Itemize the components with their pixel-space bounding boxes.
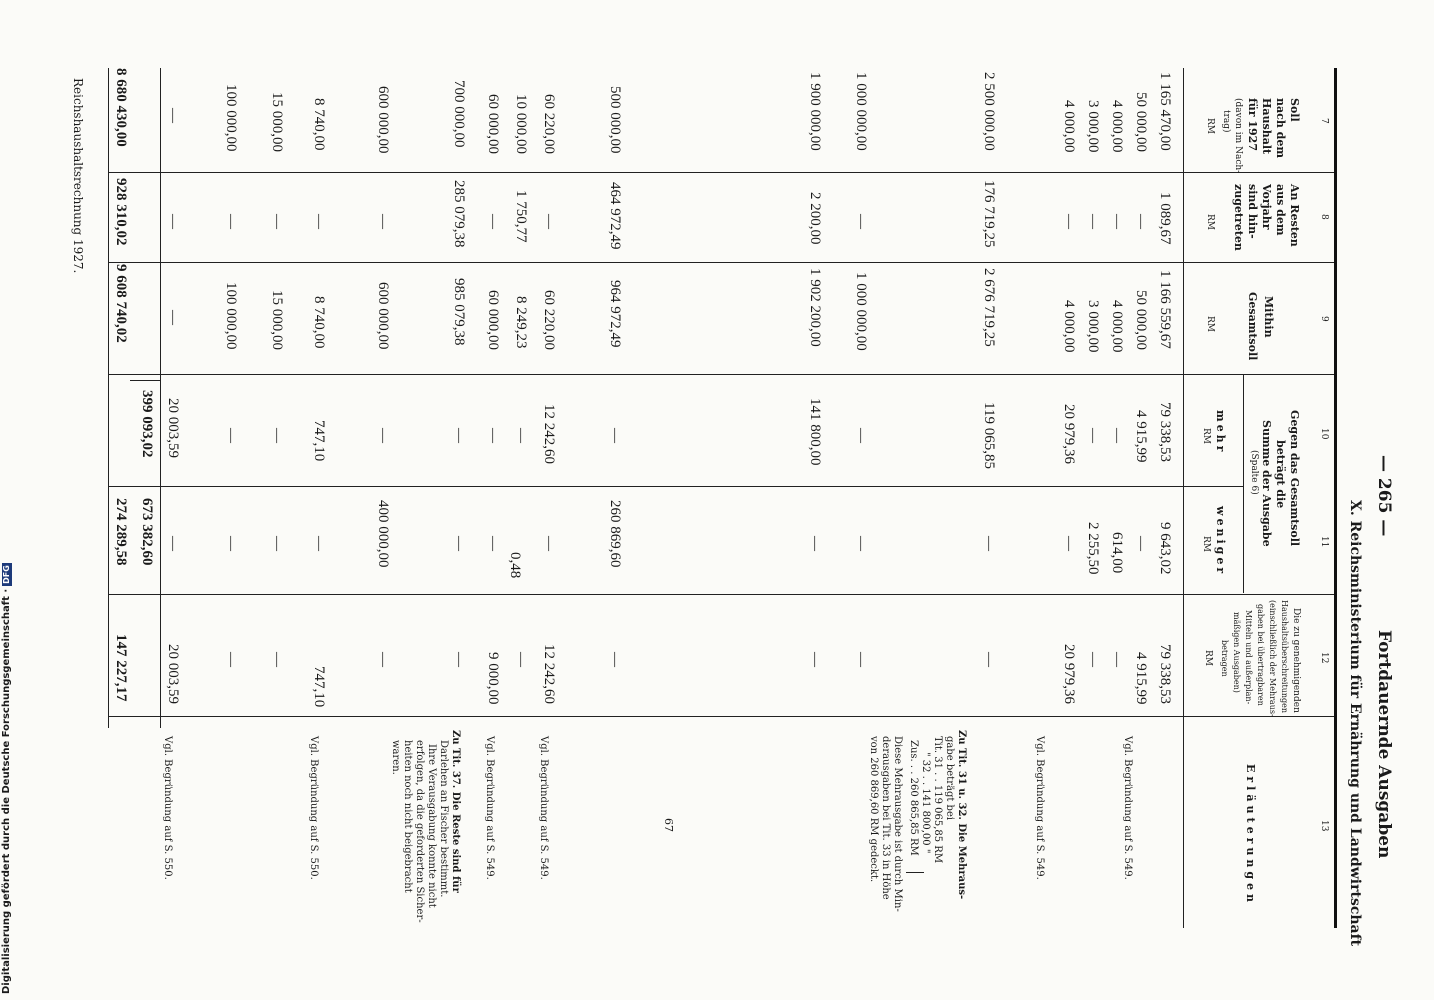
col7-head-4: (davon im Nach- [1233,98,1243,174]
r15-c11: — [269,536,285,551]
r7-c12: — [807,652,823,667]
r12-c13: Zu Tit. 37. Die Reste sind für [450,730,461,893]
col7-head-5: trag) [1221,110,1231,133]
r5-c13: Zu Tit. 31 u. 32. Die Mehraus- [956,730,967,900]
r0-c11: 9 643,02 [1157,522,1173,575]
r14-c10: 747,10 [311,420,327,462]
col12-head-6: betragen [1220,640,1229,677]
r11-c8: — [485,214,501,229]
totals-top-rule [160,68,161,728]
r16-c12: — [223,652,239,667]
r12-c10: — [451,428,467,443]
col-rule-8-9 [108,262,1334,263]
r5-c12: — [981,652,997,667]
r0-c7: 1 165 470,00 [1157,72,1173,151]
col12-head-3: gaben bei übertragbaren [1256,604,1265,706]
page-small-number: 67 [662,818,675,832]
table-top-rule [1334,68,1337,928]
col12-head-2: (einschließlich der Mehraus- [1268,600,1277,717]
r1-c12: 4 915,99 [1133,652,1149,705]
col12-head-1: Haushaltsüberschreitungen [1280,600,1289,714]
header-bottom-rule [1183,68,1184,928]
note-tit31-3: Zus. . . 260 865,85 RM [908,740,919,856]
r15-c9: 15 000,00 [269,290,285,350]
r9-c8: — [541,214,557,229]
r10-c8: 1 750,77 [513,190,529,243]
group-head-2: Summe der Ausgabe [1260,420,1273,547]
r8-c9: 964 972,49 [607,280,623,348]
r14-c7: 8 740,00 [311,98,327,151]
col7-head-2: Haushalt [1260,98,1273,155]
r5-c10: 119 065,85 [981,402,997,469]
r11-c13: Vgl. Begründung auf S. 549. [484,736,495,880]
r12-c11: — [451,536,467,551]
group-head-3: (Spalte 6) [1249,450,1259,495]
col8-head-1: aus dem [1274,184,1287,236]
r6-c12: — [853,652,869,667]
col-no-7: 7 [1319,118,1329,124]
r13-c12: — [375,652,391,667]
page-number: — 265 — [1374,455,1394,537]
r17-c13: Vgl. Begründung auf S. 550. [162,736,173,880]
col7-head-rm: RM [1205,118,1215,134]
r9-c13: Vgl. Begründung auf S. 549. [538,736,549,880]
r6-c7: 1 000 000,00 [853,72,869,151]
col11-head-rm: RM [1201,536,1211,552]
r14-c9: 8 740,00 [311,296,327,349]
r2-c11: 614,00 [1109,532,1125,574]
r11-c9: 60 000,00 [485,290,501,350]
r6-c11: — [853,536,869,551]
r12-c8: 285 079,38 [451,180,467,248]
r7-c9: 1 902 200,00 [807,268,823,347]
r2-c8: — [1109,214,1125,229]
page-footer: Reichshaushaltsrechnung 1927. [71,78,85,274]
col12-head-rm: RM [1203,650,1213,666]
col-no-13: 13 [1319,820,1329,832]
r1-c9: 50 000,00 [1133,290,1149,350]
note-tit37-0: Darlehen an Fischer bestimmt. [438,740,449,898]
r16-c7: 100 000,00 [223,84,239,152]
r13-c7: 600 000,00 [375,86,391,154]
note-tit31-0: gabe beträgt bei [944,736,955,821]
note-tit37-1: Ihre Verausgabung konnte nicht [426,744,437,908]
note-tit31-5: derausgaben bei Tit. 33 in Höhe [880,736,891,900]
r14-c13: Vgl. Begründung auf S. 550. [308,736,319,880]
r10-c10: — [513,428,529,443]
col8-head-3: sind hin- [1246,184,1259,239]
col-rule-11-12 [108,594,1334,595]
r16-c8: — [223,214,239,229]
r17-c8: — [165,214,181,229]
col7-head-0: Soll [1288,98,1301,122]
note-tit31-6: von 260 869,60 RM gedeckt. [868,736,879,883]
r0-c9: 1 166 559,67 [1157,270,1173,349]
r1-c11: — [1133,536,1149,551]
r17-c7: — [165,108,181,123]
r12-c12: — [451,652,467,667]
r3-c11: 2 255,50 [1085,522,1101,575]
r6-c10: — [853,428,869,443]
col12-head-4: Mitteln und außerplan- [1244,610,1253,705]
r0-c10: 79 338,53 [1157,402,1173,462]
r8-c7: 500 000,00 [607,86,623,154]
col-no-11: 11 [1319,536,1329,548]
r5-c7: 2 500 000,00 [981,72,997,151]
r13-c10: — [375,428,391,443]
r3-c7: 3 000,00 [1085,100,1101,153]
r4-c12: 20 979,36 [1061,644,1077,704]
total-c7: 8 680 430,00 [113,68,129,147]
r15-c10: — [269,428,285,443]
r9-c11: — [541,536,557,551]
r16-c10: — [223,428,239,443]
r9-c7: 60 220,00 [541,94,557,154]
col-rule-12-13 [108,716,1334,717]
r4-c7: 4 000,00 [1061,100,1077,153]
r2-c12: — [1109,652,1125,667]
r10-c7: 10 000,00 [513,94,529,154]
col10-head: mehr [1214,410,1227,455]
r17-c10: 20 003,59 [165,398,181,458]
digitization-note-text: Digitalisierung gefördert durch die Deutsche Forschungsgemeinschaft · [1,588,12,994]
r5-c8: 176 719,25 [981,180,997,248]
r14-c11: — [311,536,327,551]
r14-c12: 747,10 [311,666,327,708]
page-subheading: X. Reichsministerium für Ernährung und Landwirtschaft [1347,500,1363,947]
col10-head-rm: RM [1201,428,1211,444]
note-tit31-1: Tit. 31 . . 119 065,85 RM [932,736,943,864]
r3-c12: — [1085,652,1101,667]
total-c11: 673 382,60 [139,498,155,566]
r13-c11: 400 000,00 [375,500,391,568]
col-rule-7-8 [108,172,1334,173]
r4-c11: — [1061,536,1077,551]
r15-c7: 15 000,00 [269,92,285,152]
total-c12: 147 227,17 [113,634,129,702]
r4-c13: Vgl. Begründung auf S. 549. [1034,736,1045,880]
r3-c9: 3 000,00 [1085,300,1101,353]
col-no-9: 9 [1319,316,1329,322]
r11-c7: 60 000,00 [485,94,501,154]
r17-c9: — [165,310,181,325]
r9-c10: 12 242,60 [541,404,557,464]
col8-head-2: Vorjahr [1260,184,1273,230]
r11-c11: — [485,536,501,551]
r13-c9: 600 000,00 [375,282,391,350]
col-rule-10-11 [108,486,1243,487]
col11-head: weniger [1214,506,1227,577]
col-no-10: 10 [1319,428,1329,440]
r17-c11: — [165,536,181,551]
dfg-badge: DFG [2,565,11,584]
r5-c9: 2 676 719,25 [981,268,997,347]
r2-c10: — [1109,428,1125,443]
r2-c9: 4 000,00 [1109,300,1125,353]
col9-head-rm: RM [1205,316,1215,332]
col8-head-0: An Resten [1288,184,1301,247]
totals-bottom-rule [108,68,109,728]
r6-c8: — [853,214,869,229]
r10-c12: — [513,652,529,667]
r5-c11: — [981,536,997,551]
note-tit31-rule [906,872,924,873]
note-tit37-3: heiten noch nicht beigebracht [402,740,413,893]
col8-head-4: zugetreten [1232,184,1245,251]
r9-c9: 60 220,00 [541,290,557,350]
r15-c8: — [269,214,285,229]
r8-c11: 260 869,60 [607,500,623,568]
total-c8: 928 310,02 [113,178,129,246]
r7-c8: 2 200,00 [807,192,823,245]
r12-c7: 700 000,00 [451,80,467,148]
note-tit37-4: waren. [390,740,401,775]
r9-c12: 12 242,60 [541,644,557,704]
r8-c12: — [607,652,623,667]
r10-c9: 8 249,23 [513,296,529,349]
col9-head-1: Gesamtsoll [1246,292,1259,361]
r1-c10: 4 915,99 [1133,410,1149,463]
totals-sub-rule [130,380,160,381]
r7-c10: 141 800,00 [807,398,823,466]
col8-head-rm: RM [1205,214,1215,230]
r11-c10: — [485,428,501,443]
col12-head-5: mäßigen Ausgaben) [1232,612,1241,693]
total-c9: 9 608 740,02 [113,264,129,343]
r12-c9: 985 079,38 [451,278,467,346]
group-head-1: beträgt die [1274,440,1287,509]
subheader-rule [1243,375,1244,593]
note-tit31-2: " 32 . . 141 800,00 " [920,752,931,854]
r17-c12: 20 003,59 [165,644,181,704]
r1-c7: 50 000,00 [1133,92,1149,152]
r11-c12: 9 000,00 [485,652,501,705]
page-heading: Fortdauernde Ausgaben [1374,630,1394,859]
col-no-8: 8 [1319,214,1329,220]
r7-c7: 1 900 000,00 [807,72,823,151]
r16-c11: — [223,536,239,551]
r7-c11: — [807,536,823,551]
r4-c9: 4 000,00 [1061,300,1077,353]
total-c10b: 274 289,58 [113,498,129,566]
r8-c10: — [607,428,623,443]
r3-c8: — [1085,214,1101,229]
r13-c8: — [375,214,391,229]
col-rule-9-10 [108,374,1334,375]
col13-head: Erläuterungen [1244,764,1257,907]
col7-head-3: für 1927 [1246,98,1259,151]
col7-head-1: nach dem [1274,98,1287,158]
note-tit37-2: erfolgen, da die geforderten Sicher- [414,740,425,923]
col9-head-0: Mithin [1262,296,1275,338]
r4-c10: 20 979,36 [1061,404,1077,464]
r15-c12: — [269,652,285,667]
r3-c10: — [1085,428,1101,443]
group-head-0: Gegen das Gesamtsoll [1288,410,1301,547]
note-tit31-4: Diese Mehrausgabe ist durch Min- [892,736,903,912]
r4-c8: — [1061,214,1077,229]
r0-c12: 79 338,53 [1157,644,1173,704]
r2-c7: 4 000,00 [1109,100,1125,153]
digitization-note [2,563,12,994]
col12-head-0: Die zu genehmigenden [1291,608,1301,713]
r10-c11: 0,48 [507,552,523,579]
r6-c9: 1 000 000,00 [853,272,869,351]
r14-c8: — [311,214,327,229]
r0-c13: Vgl. Begründung auf S. 549. [1122,736,1133,880]
total-c10: 399 093,02 [139,390,155,458]
r8-c8: 464 972,49 [607,182,623,250]
col-no-12: 12 [1319,652,1329,664]
r0-c8: 1 089,67 [1157,192,1173,245]
r1-c8: — [1133,214,1149,229]
r16-c9: 100 000,00 [223,282,239,350]
